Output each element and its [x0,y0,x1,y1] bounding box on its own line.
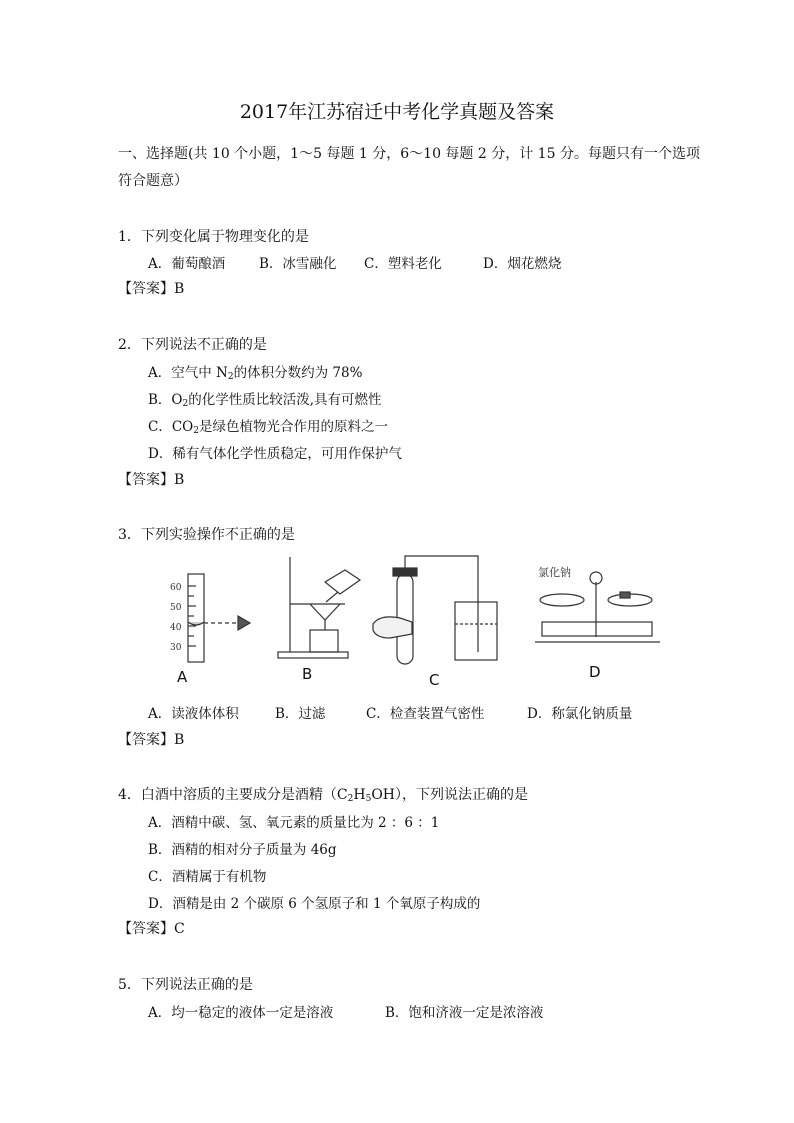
question-2-option-d: D．稀有气体化学性质稳定，可用作保护气 [148,446,402,462]
question-3-option-d: D．称氯化钠质量 [527,706,633,722]
question-1-option-a: A．葡萄酿酒 [148,256,226,272]
section-heading-line1: 一、选择题(共 10 个小题，1～5 每题 1 分，6～10 每题 2 分，计 15 分。每题只有一个选项 [118,146,700,162]
question-2-option-b: B．$O_2$的化学性质比较活泼,具有可燃性 [148,392,382,409]
eye-icon [238,616,250,630]
question-4-answer: 【答案】C [118,921,185,937]
cyl-tick-30: 30 [170,643,182,653]
question-1-option-c: C．塑料老化 [364,256,442,272]
question-1-answer: 【答案】B [118,281,185,297]
question-3-figure [150,552,675,687]
question-2-option-a: A．空气中 $N_2$的体积分数约为 78% [148,365,363,382]
cyl-tick-50: 50 [170,603,182,613]
section-heading-line2: 符合题意） [118,173,188,189]
cyl-tick-60: 60 [170,583,182,593]
cyl-tick-40: 40 [170,623,182,633]
figure-c-airtightness [373,556,497,664]
question-3-option-c: C．检查装置气密性 [366,706,485,722]
question-3-option-b: B．过滤 [275,706,326,722]
question-4-option-b: B．酒精的相对分子质量为 46g [148,842,337,858]
question-3-answer: 【答案】B [118,732,185,748]
figure-label-c: C [429,671,440,689]
question-3-stem: 3．下列实验操作不正确的是 [118,527,295,543]
question-1-stem: 1．下列变化属于物理变化的是 [118,229,309,245]
question-4-stem: 4．白酒中溶质的主要成分是酒精$(C_2H_5OH)$，下列说法正确的是 [118,787,528,804]
question-4-option-a: A．酒精中碳、氢、氧元素的质量比为 2 ：6 ：1 [148,815,440,831]
question-5-option-b: B．饱和济液一定是浓溶液 [385,1005,544,1021]
figure-b-filtration [278,557,360,658]
question-5-stem: 5．下列说法正确的是 [118,977,253,993]
figure-label-a: A [177,668,188,686]
question-2-option-c: C．$CO_2$是绿色植物光合作用的原料之一 [148,419,388,436]
question-5-option-a: A．均一稳定的液体一定是溶液 [148,1005,334,1021]
figure-a-cylinder [170,574,250,662]
figure-label-d: D [589,663,601,681]
question-1-option-b: B．冰雪融化 [259,256,337,272]
question-3-option-a: A．读液体体积 [148,706,239,722]
question-2-answer: 【答案】B [118,472,185,488]
page-title: 2017年江苏宿迁中考化学真题及答案 [239,101,555,123]
nacl-label: 氯化钠 [538,566,571,579]
figure-d-balance [535,565,660,642]
question-4-option-c: C．酒精属于有机物 [148,869,267,885]
figure-label-b: B [302,665,313,683]
question-1-option-d: D．烟花燃烧 [483,256,562,272]
question-2-stem: 2．下列说法不正确的是 [118,337,267,353]
question-4-option-d: D．酒精是由 2 个碳原 6 个氢原子和 1 个氧原子构成的 [148,896,481,912]
